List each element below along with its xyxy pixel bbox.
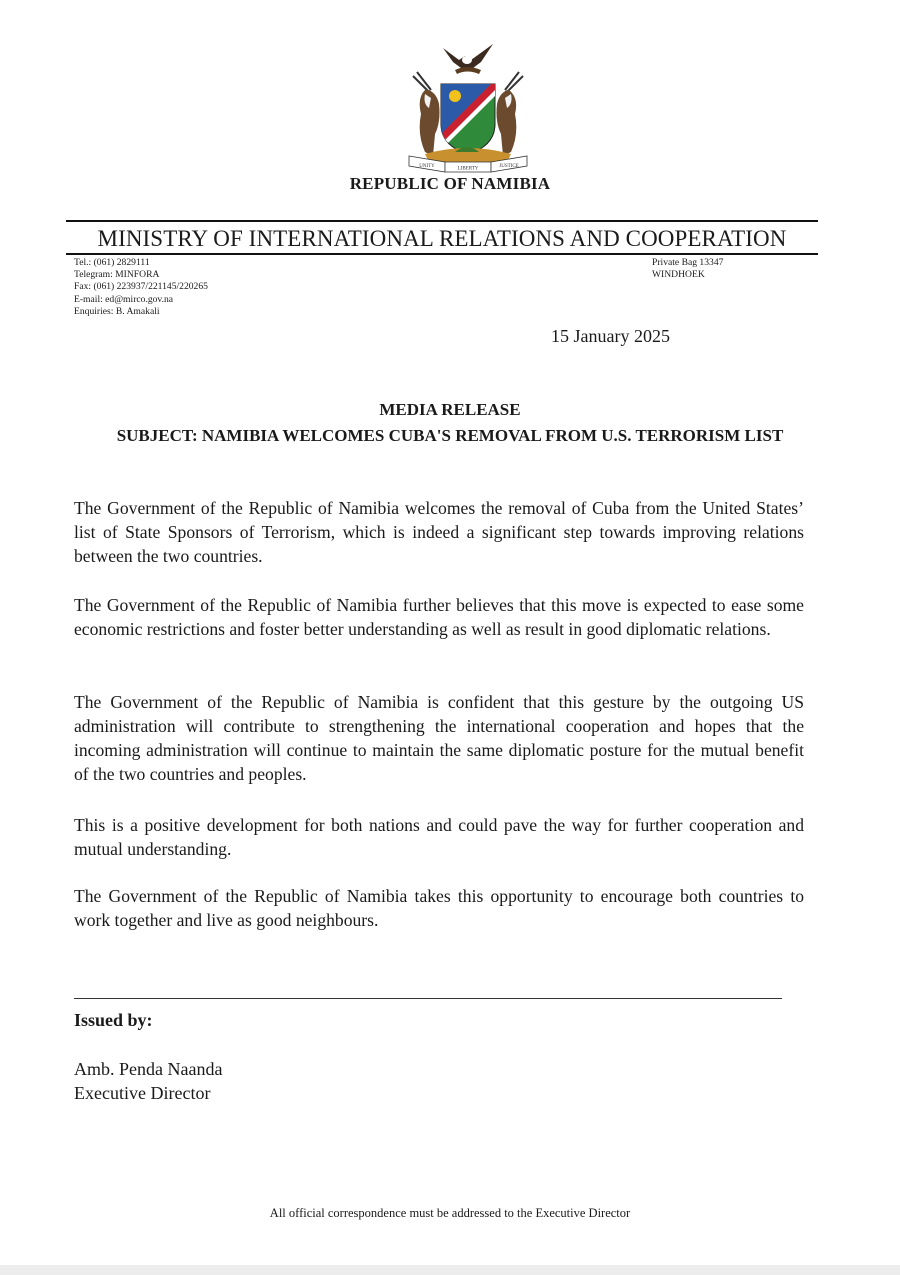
oryx-right-icon [497, 72, 524, 156]
body-paragraph-1: The Government of the Republic of Namibia welcomes the removal of Cuba from the United States’ list of State Sponsors of Terrorism, which is indeed a significant step towards improving relations between the two countries. [74, 498, 804, 566]
ministry-heading: MINISTRY OF INTERNATIONAL RELATIONS AND COOPERATION [97, 226, 787, 251]
contact-details [74, 257, 208, 318]
signatory-title: Executive Director [74, 1083, 211, 1103]
motto-center-text: LIBERTY [457, 166, 479, 172]
body-paragraph-5: The Government of the Republic of Namibia takes this opportunity to encourage both countries to work together and live as good neighbours. [74, 886, 804, 930]
oryx-left-icon [413, 72, 440, 156]
contact-tel: Tel.: (061) 2829111 [74, 257, 150, 268]
body-paragraph-3: The Government of the Republic of Namibia is confident that this gesture by the outgoing US administration will contribute to strengthening the international cooperation and hopes that the incoming administration will continue to maintain the same diplomatic posture for the mutual benefit of the two countries and peoples. [74, 692, 804, 784]
motto-left-text: UNITY [419, 164, 435, 169]
release-subject: SUBJECT: NAMIBIA WELCOMES CUBA'S REMOVAL FROM U.S. TERRORISM LIST [116, 426, 784, 445]
eagle-icon [443, 44, 493, 74]
body-paragraph-4: This is a positive development for both nations and could pave the way for further cooperation and mutual understanding. [74, 815, 804, 859]
letter-date: 15 January 2025 [551, 326, 670, 346]
motto-right-text: JUSTICE [499, 164, 519, 169]
signatory-name: Amb. Penda Naanda [74, 1059, 223, 1079]
issued-by-label: Issued by: [74, 1010, 153, 1030]
header-divider-top [66, 220, 818, 222]
country-heading: REPUBLIC OF NAMIBIA [349, 174, 551, 193]
header-divider-bottom [66, 253, 818, 255]
signatory-block [74, 1057, 222, 1105]
footer-note: All official correspondence must be addressed to the Executive Director [269, 1206, 631, 1220]
signature-line [74, 998, 782, 999]
postal-address [652, 257, 723, 281]
namibia-coat-of-arms-icon [395, 38, 540, 178]
shield-flag-icon [441, 84, 501, 154]
contact-enquiries: Enquiries: B. Amakali [74, 305, 160, 317]
contact-email: E-mail: ed@mirco.gov.na [74, 293, 174, 305]
page-bottom-edge [0, 1265, 900, 1275]
city: WINDHOEK [652, 269, 705, 281]
private-bag: Private Bag 13347 [652, 257, 724, 268]
contact-telegram: Telegram: MINFORA [74, 269, 160, 281]
body-paragraph-2: The Government of the Republic of Namibia further believes that this move is expected to ease some economic restrictions and foster better understanding as well as result in good diplomatic relations. [74, 595, 804, 639]
contact-fax: Fax: (061) 223937/221145/220265 [74, 281, 208, 293]
release-title: MEDIA RELEASE [379, 400, 521, 419]
